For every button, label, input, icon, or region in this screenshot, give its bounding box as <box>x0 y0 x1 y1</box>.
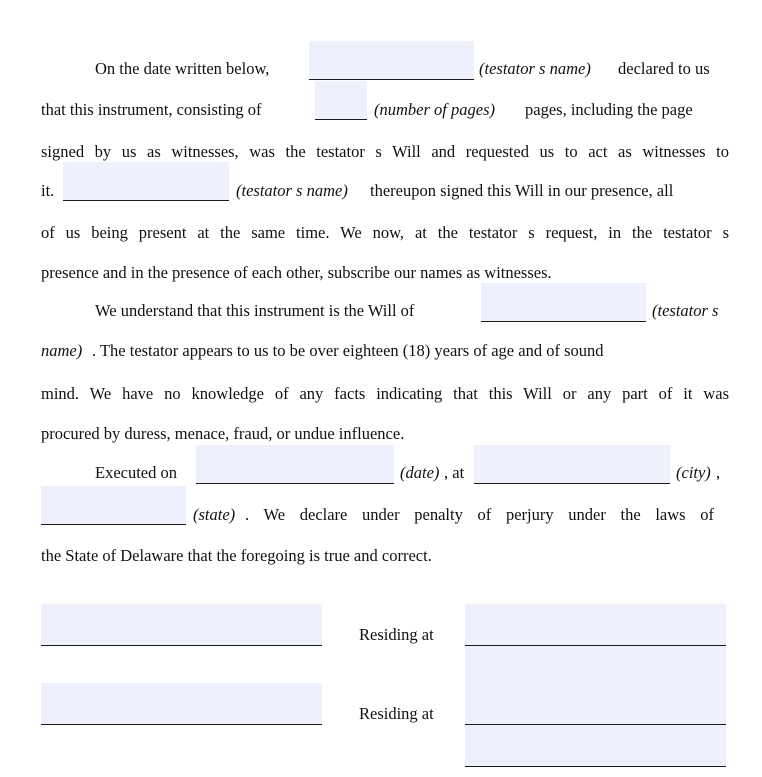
para1-line4-start: it. <box>41 181 55 200</box>
para3-state-hint: (state) <box>193 505 236 524</box>
number-of-pages-field[interactable] <box>315 81 367 120</box>
para1-line2-start: that this instrument, consisting of <box>41 100 262 119</box>
city-field[interactable] <box>474 445 670 484</box>
para1-line2-hint: (number of pages) <box>374 100 495 119</box>
testator-name-field-2[interactable] <box>63 162 229 201</box>
para3-line3: the State of Delaware that the foregoing is true and correct. <box>41 546 432 565</box>
para3-line1-start: Executed on <box>95 463 178 482</box>
witness-address-field-1a[interactable] <box>465 604 726 646</box>
para3-city-comma: , <box>716 463 721 482</box>
para3-line2-end: . We declare under penalty of perjury under the laws of <box>245 505 714 524</box>
testator-name-field-3[interactable] <box>481 283 646 322</box>
para1-line6: presence and in the presence of each other, subscribe our names as witnesses. <box>41 263 552 282</box>
para3-city-hint: (city) <box>676 463 711 482</box>
residing-at-label-1: Residing at <box>359 625 434 644</box>
para1-line4-end: thereupon signed this Will in our presence, all <box>370 181 674 200</box>
para2-line2-end: . The testator appears to us to be over eighteen (18) years of age and of sound <box>92 341 604 360</box>
residing-at-label-2: Residing at <box>359 704 434 723</box>
testator-name-field-1[interactable] <box>309 41 474 80</box>
witness-address-field-1b[interactable] <box>465 646 726 688</box>
para1-line1-end: declared to us <box>618 59 710 78</box>
witness-signature-field-2[interactable] <box>41 683 322 725</box>
para1-line1-hint: (testator s name) <box>479 59 591 78</box>
para1-line2-end: pages, including the page <box>525 100 693 119</box>
para2-line2-hint: name) <box>41 341 83 360</box>
witness-address-field-2b[interactable] <box>465 725 726 767</box>
witness-signature-field-1[interactable] <box>41 604 322 646</box>
para2-line4: procured by duress, menace, fraud, or undue influence. <box>41 424 405 443</box>
para2-line1-hint: (testator s <box>652 301 719 320</box>
para1-line4-hint: (testator s name) <box>236 181 348 200</box>
para2-line3: mind. We have no knowledge of any facts indicating that this Will or any part of it was <box>41 384 729 403</box>
state-field[interactable] <box>41 486 186 525</box>
para1-line3: signed by us as witnesses, was the testator s Will and requested us to act as witnesses to <box>41 142 729 161</box>
para3-at-text: , at <box>444 463 465 482</box>
para2-line1-start: We understand that this instrument is the Will of <box>95 301 415 320</box>
witness-address-field-2a[interactable] <box>465 683 726 725</box>
para1-line1-start: On the date written below, <box>95 59 270 78</box>
para1-line5: of us being present at the same time. We now, at the testator s request, in the testator s <box>41 223 729 242</box>
date-field[interactable] <box>196 445 394 484</box>
para3-date-hint: (date) <box>400 463 440 482</box>
